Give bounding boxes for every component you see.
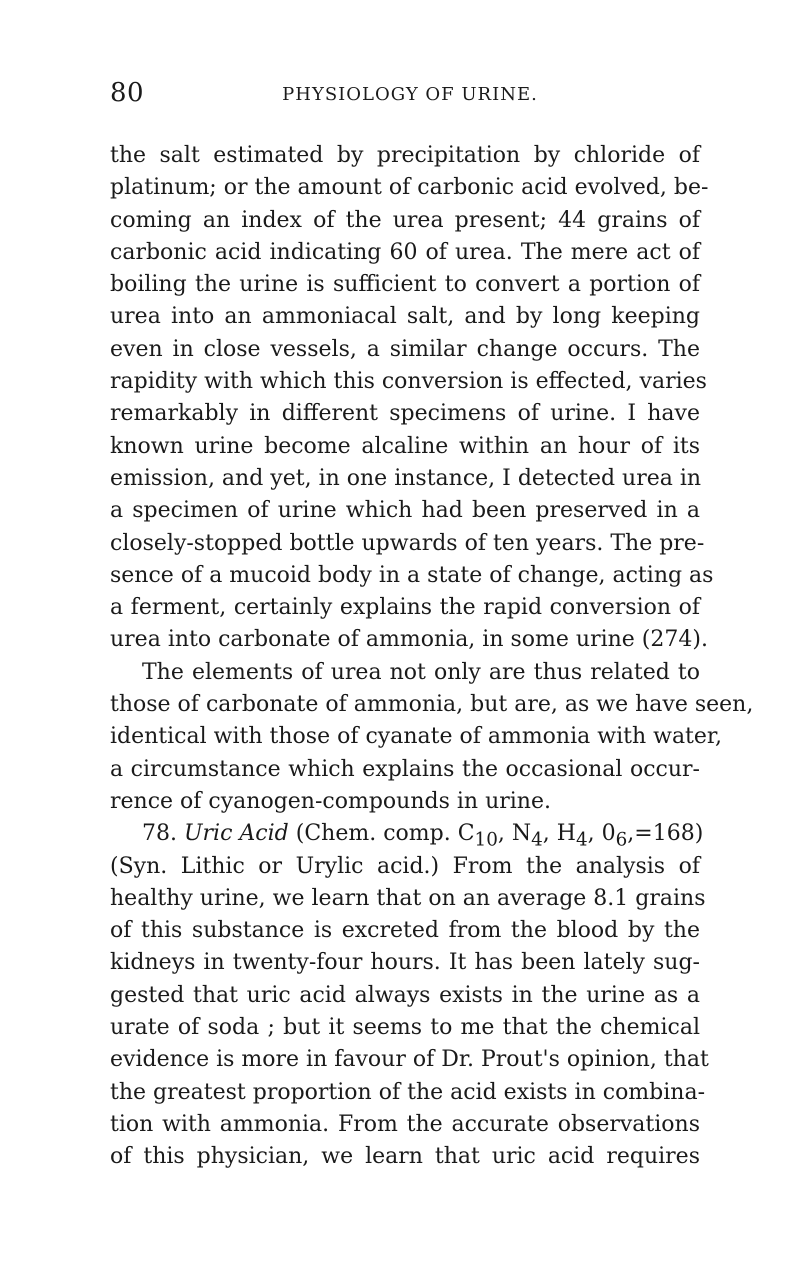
text-line: (Syn. Lithic or Urylic acid.) From the analysis of (110, 853, 700, 879)
text-line: The elements of urea not only are thus related to (142, 659, 700, 685)
text-line: platinum; or the amount of carbonic acid evolved, be- (110, 175, 709, 201)
page-number: 80 (110, 78, 145, 108)
text-line: boiling the urine is sufficient to convert a portion of (110, 272, 700, 298)
text-line: rence of cyanogen-compounds in urine. (110, 788, 551, 814)
text-line: closely-stopped bottle upwards of ten years. The pre- (110, 530, 705, 556)
text-line: of this physician, we learn that uric acid requires (110, 1144, 700, 1170)
text-line: a circumstance which explains the occasional occur- (110, 756, 700, 782)
text-line: a ferment, certainly explains the rapid conversion of (110, 595, 700, 621)
body-text (110, 140, 754, 1174)
section-title: Uric Acid (184, 821, 289, 847)
text-line: tion with ammonia. From the accurate observations (110, 1111, 700, 1137)
text-line: of this substance is excreted from the blood by the (110, 918, 700, 944)
text-line: remarkably in different specimens of urine. I have (110, 401, 700, 427)
chemical-composition: (Chem. comp. $C_{10}$, $N_4$, $H_4$, $0_6,=168$) (295, 821, 704, 851)
text-line: a specimen of urine which had been preserved in a (110, 498, 700, 524)
text-line: kidneys in twenty-four hours. It has been lately sug- (110, 950, 700, 976)
running-header (110, 78, 710, 108)
running-title: PHYSIOLOGY OF URINE. (282, 84, 538, 105)
text-line: carbonic acid indicating 60 of urea. The mere act of (110, 239, 700, 265)
text-line: gested that uric acid always exists in the urine as a (110, 982, 700, 1008)
section-number: 78. (142, 821, 177, 847)
text-line: known urine become alcaline within an hour of its (110, 433, 700, 459)
text-line: evidence is more in favour of Dr. Prout's opinion, that (110, 1047, 709, 1073)
text-line: coming an index of the urea present; 44 grains of (110, 207, 700, 233)
text-line: urea into an ammoniacal salt, and by long keeping (110, 304, 700, 330)
text-line: the greatest proportion of the acid exists in combina- (110, 1079, 706, 1105)
text-line: urate of soda ; but it seems to me that the chemical (110, 1015, 700, 1041)
text-line: those of carbonate of ammonia, but are, as we have seen, (110, 692, 754, 718)
text-line: identical with those of cyanate of ammonia with water, (110, 724, 723, 750)
section-heading-line (110, 818, 704, 851)
text-line: sence of a mucoid body in a state of change, acting as (110, 562, 714, 588)
text-line: urea into carbonate of ammonia, in some urine (274). (110, 627, 708, 653)
text-line: the salt estimated by precipitation by chloride of (110, 143, 700, 168)
text-line: healthy urine, we learn that on an average 8.1 grains (110, 885, 706, 911)
text-line: even in close vessels, a similar change occurs. The (110, 336, 700, 362)
text-line: emission, and yet, in one instance, I detected urea in (110, 465, 702, 491)
text-line: rapidity with which this conversion is effected, varies (110, 369, 707, 395)
